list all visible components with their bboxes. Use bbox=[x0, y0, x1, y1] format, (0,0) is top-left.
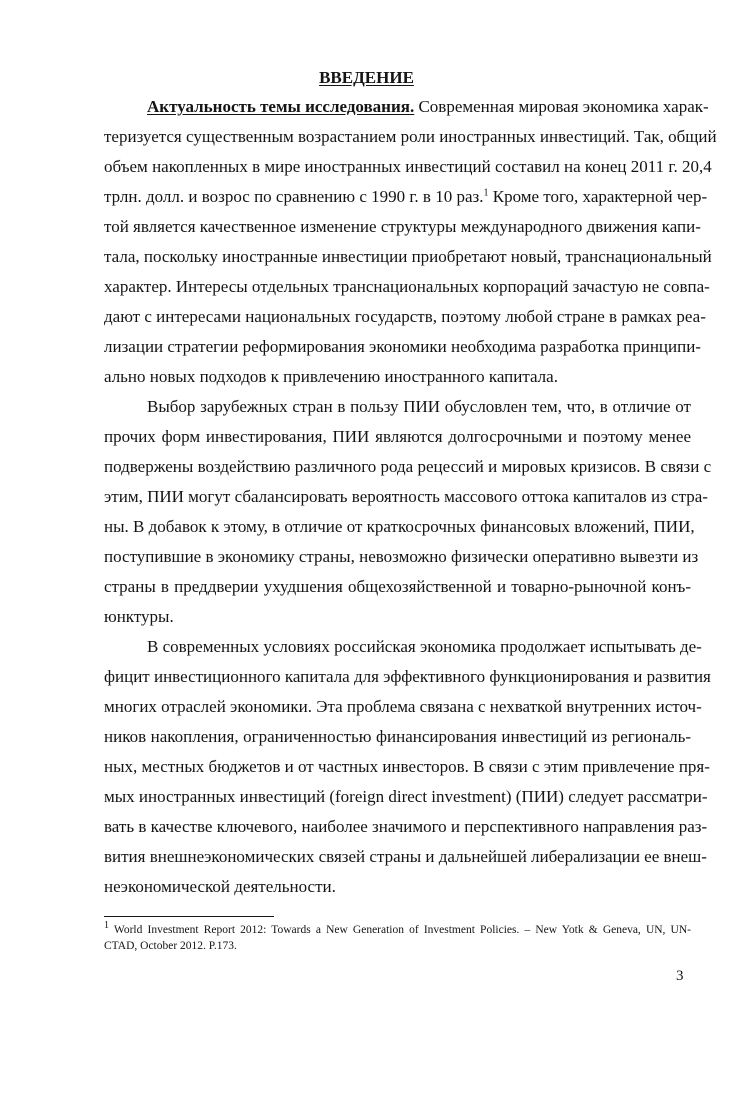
paragraph-3-line-1: В современных условиях российская экономика продолжает испытывать де- bbox=[147, 637, 702, 656]
section-heading: Актуальность темы исследования. bbox=[147, 97, 415, 116]
paragraph-1-line-6: тала, поскольку иностранные инвестиции приобретают новый, транснациональный bbox=[104, 247, 712, 266]
paragraph-3-line-7: вать в качестве ключевого, наиболее значимого и перспективного направления раз- bbox=[104, 817, 708, 836]
footnote-reference: 1 bbox=[483, 187, 489, 199]
paragraph-1-line-3: объем накопленных в мире иностранных инвестиций составил на конец 2011 г. 20,4 bbox=[104, 157, 712, 176]
paragraph-1-line-1: Актуальность темы исследования. Современная мировая экономика харак- bbox=[147, 97, 709, 116]
paragraph-3-line-2: фицит инвестиционного капитала для эффективного функционирования и развития bbox=[104, 667, 711, 686]
paragraph-2-line-1: Выбор зарубежных стран в пользу ПИИ обусловлен тем, что, в отличие от bbox=[147, 397, 691, 416]
paragraph-3-line-4: ников накопления, ограниченностью финансирования инвестиций из региональ- bbox=[104, 727, 691, 746]
paragraph-2-line-2: прочих форм инвестирования, ПИИ являются долгосрочными и поэтому менее bbox=[104, 427, 691, 446]
paragraph-1-line-8: дают с интересами национальных государств, поэтому любой стране в рамках реа- bbox=[104, 307, 706, 326]
footnote-line-2: CTAD, October 2012. P.173. bbox=[104, 940, 237, 952]
paragraph-1-line-9: лизации стратегии реформирования экономики необходима разработка принципи- bbox=[104, 337, 701, 356]
footnote-divider bbox=[104, 916, 274, 917]
footnote-marker: 1 bbox=[104, 920, 109, 932]
paragraph-1-line-10: ально новых подходов к привлечению иностранного капитала. bbox=[104, 367, 558, 386]
footnote-line-1: 1 World Investment Report 2012: Towards a New Generation of Investment Policies. – New Yotk & Geneva, UN, UN- bbox=[104, 920, 691, 936]
page-title: ВВЕДЕНИЕ bbox=[319, 68, 414, 87]
paragraph-3-line-8: вития внешнеэкономических связей страны и дальнейшей либерализации ее внеш- bbox=[104, 847, 707, 866]
paragraph-2-line-6: поступившие в экономику страны, невозможно физически оперативно вывезти из bbox=[104, 547, 699, 566]
paragraph-1-line-2: теризуется существенным возрастанием роли иностранных инвестиций. Так, общий bbox=[104, 127, 717, 146]
paragraph-1-line-4: трлн. долл. и возрос по сравнению с 1990 г. в 10 раз.$^1$ Кроме того, характерной чер- bbox=[104, 187, 708, 206]
paragraph-3-line-6: мых иностранных инвестиций (foreign direct investment) (ПИИ) следует рассматри- bbox=[104, 787, 708, 806]
paragraph-3-line-5: ных, местных бюджетов и от частных инвесторов. В связи с этим привлечение пря- bbox=[104, 757, 710, 776]
paragraph-2-line-3: подвержены воздействию различного рода рецессий и мировых кризисов. В связи с bbox=[104, 457, 712, 476]
paragraph-1-line-7: характер. Интересы отдельных транснациональных корпораций зачастую не совпа- bbox=[104, 277, 710, 296]
paragraph-3-line-3: многих отраслей экономики. Эта проблема связана с нехваткой внутренних источ- bbox=[104, 697, 702, 716]
paragraph-3-line-9: неэкономической деятельности. bbox=[104, 877, 336, 896]
paragraph-2-line-8: юнктуры. bbox=[104, 607, 174, 626]
paragraph-2-line-4: этим, ПИИ могут сбалансировать вероятность массового оттока капиталов из стра- bbox=[104, 487, 708, 506]
page-number: 3 bbox=[676, 968, 684, 984]
paragraph-2-line-7: страны в преддверии ухудшения общехозяйственной и товарно-рыночной конъ- bbox=[104, 577, 691, 596]
paragraph-1-line-5: той является качественное изменение структуры международного движения капи- bbox=[104, 217, 701, 236]
paragraph-2-line-5: ны. В добавок к этому, в отличие от краткосрочных финансовых вложений, ПИИ, bbox=[104, 517, 695, 536]
